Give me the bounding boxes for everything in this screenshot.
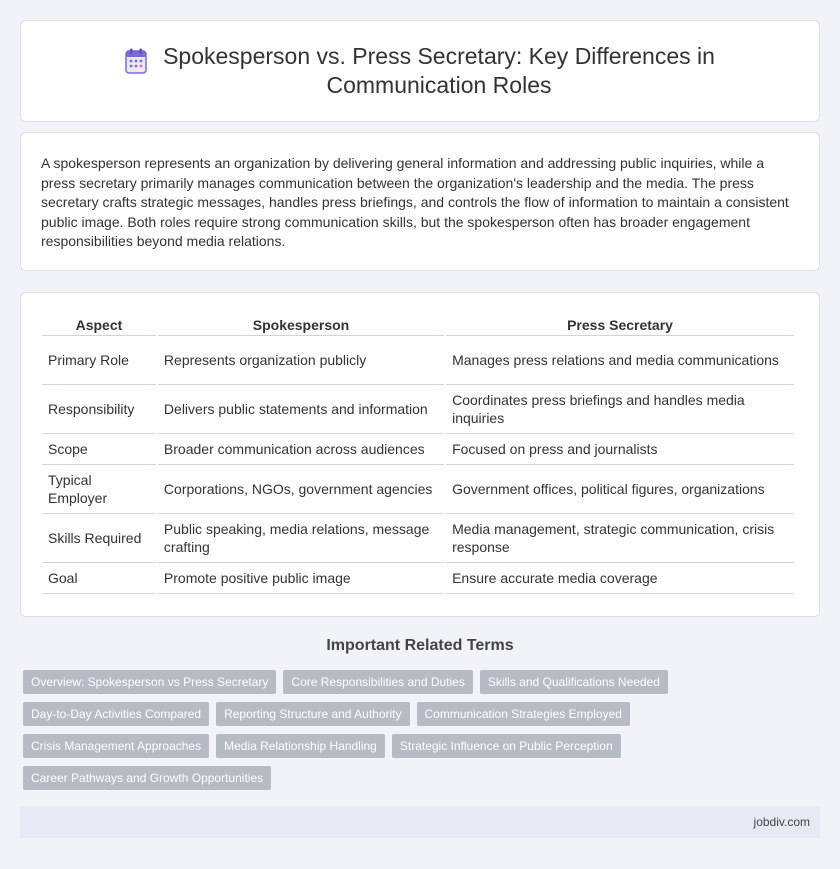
table-header-row	[42, 311, 794, 336]
comparison-table-card	[20, 292, 820, 617]
tag-row	[23, 734, 813, 758]
cell-aspect: Typical Employer	[42, 465, 156, 514]
tag-skills-qualifications[interactable]: Skills and Qualifications Needed	[480, 670, 668, 694]
cell-press-secretary: Ensure accurate media coverage	[446, 563, 794, 594]
title-card	[20, 20, 820, 122]
cell-press-secretary: Media management, strategic communication, crisis response	[446, 514, 794, 563]
header-spokesperson: Spokesperson	[158, 311, 444, 336]
table-row	[42, 385, 794, 434]
tag-communication-strategies[interactable]: Communication Strategies Employed	[417, 702, 630, 726]
table-row	[42, 336, 794, 385]
cell-spokesperson: Broader communication across audiences	[158, 434, 444, 465]
cell-aspect: Primary Role	[42, 336, 156, 385]
comparison-table	[40, 311, 796, 594]
cell-spokesperson: Corporations, NGOs, government agencies	[158, 465, 444, 514]
cell-aspect: Responsibility	[42, 385, 156, 434]
page-title	[163, 42, 715, 100]
tag-crisis-management[interactable]: Crisis Management Approaches	[23, 734, 209, 758]
table-row	[42, 465, 794, 514]
page-title-line-2: Communication Roles	[326, 72, 552, 98]
cell-press-secretary: Focused on press and journalists	[446, 434, 794, 465]
table-row	[42, 563, 794, 594]
table-row	[42, 514, 794, 563]
cell-spokesperson: Represents organization publicly	[158, 336, 444, 385]
document-icon	[125, 48, 147, 74]
cell-press-secretary: Coordinates press briefings and handles media inquiries	[446, 385, 794, 434]
cell-spokesperson: Promote positive public image	[158, 563, 444, 594]
tag-overview[interactable]: Overview: Spokesperson vs Press Secretary	[23, 670, 276, 694]
tag-strategic-influence[interactable]: Strategic Influence on Public Perception	[392, 734, 621, 758]
header-aspect: Aspect	[42, 311, 156, 336]
intro-card	[20, 132, 820, 271]
cell-spokesperson: Public speaking, media relations, message crafting	[158, 514, 444, 563]
cell-aspect: Goal	[42, 563, 156, 594]
tag-day-to-day[interactable]: Day-to-Day Activities Compared	[23, 702, 209, 726]
related-terms-tags	[23, 670, 813, 798]
cell-press-secretary: Manages press relations and media communications	[446, 336, 794, 385]
intro-paragraph: A spokesperson represents an organization by delivering general information and addressing public inquiries, while a press secretary primarily manages communication between the organization's leadership and the media. The press secretary crafts strategic messages, handles press briefings, and controls the flow of information to maintain a consistent public image. Both roles require strong communication skills, but the spokesperson often has broader engagement responsibilities beyond media relations.	[41, 155, 789, 249]
tag-row	[23, 766, 813, 790]
footer	[20, 806, 820, 838]
tag-media-relationship[interactable]: Media Relationship Handling	[216, 734, 385, 758]
header-press-secretary: Press Secretary	[446, 311, 794, 336]
tag-core-responsibilities[interactable]: Core Responsibilities and Duties	[283, 670, 472, 694]
tag-reporting-structure[interactable]: Reporting Structure and Authority	[216, 702, 409, 726]
tag-career-pathways[interactable]: Career Pathways and Growth Opportunities	[23, 766, 271, 790]
cell-aspect: Skills Required	[42, 514, 156, 563]
related-terms-title: Important Related Terms	[326, 637, 514, 654]
page-title-line-1: Spokesperson vs. Press Secretary: Key Differences in	[163, 43, 715, 69]
table-row	[42, 434, 794, 465]
title-wrap	[125, 42, 715, 100]
tag-row	[23, 702, 813, 726]
footer-site-link[interactable]: jobdiv.com	[753, 815, 810, 829]
tag-row	[23, 670, 813, 694]
cell-press-secretary: Government offices, political figures, organizations	[446, 465, 794, 514]
cell-aspect: Scope	[42, 434, 156, 465]
cell-spokesperson: Delivers public statements and information	[158, 385, 444, 434]
